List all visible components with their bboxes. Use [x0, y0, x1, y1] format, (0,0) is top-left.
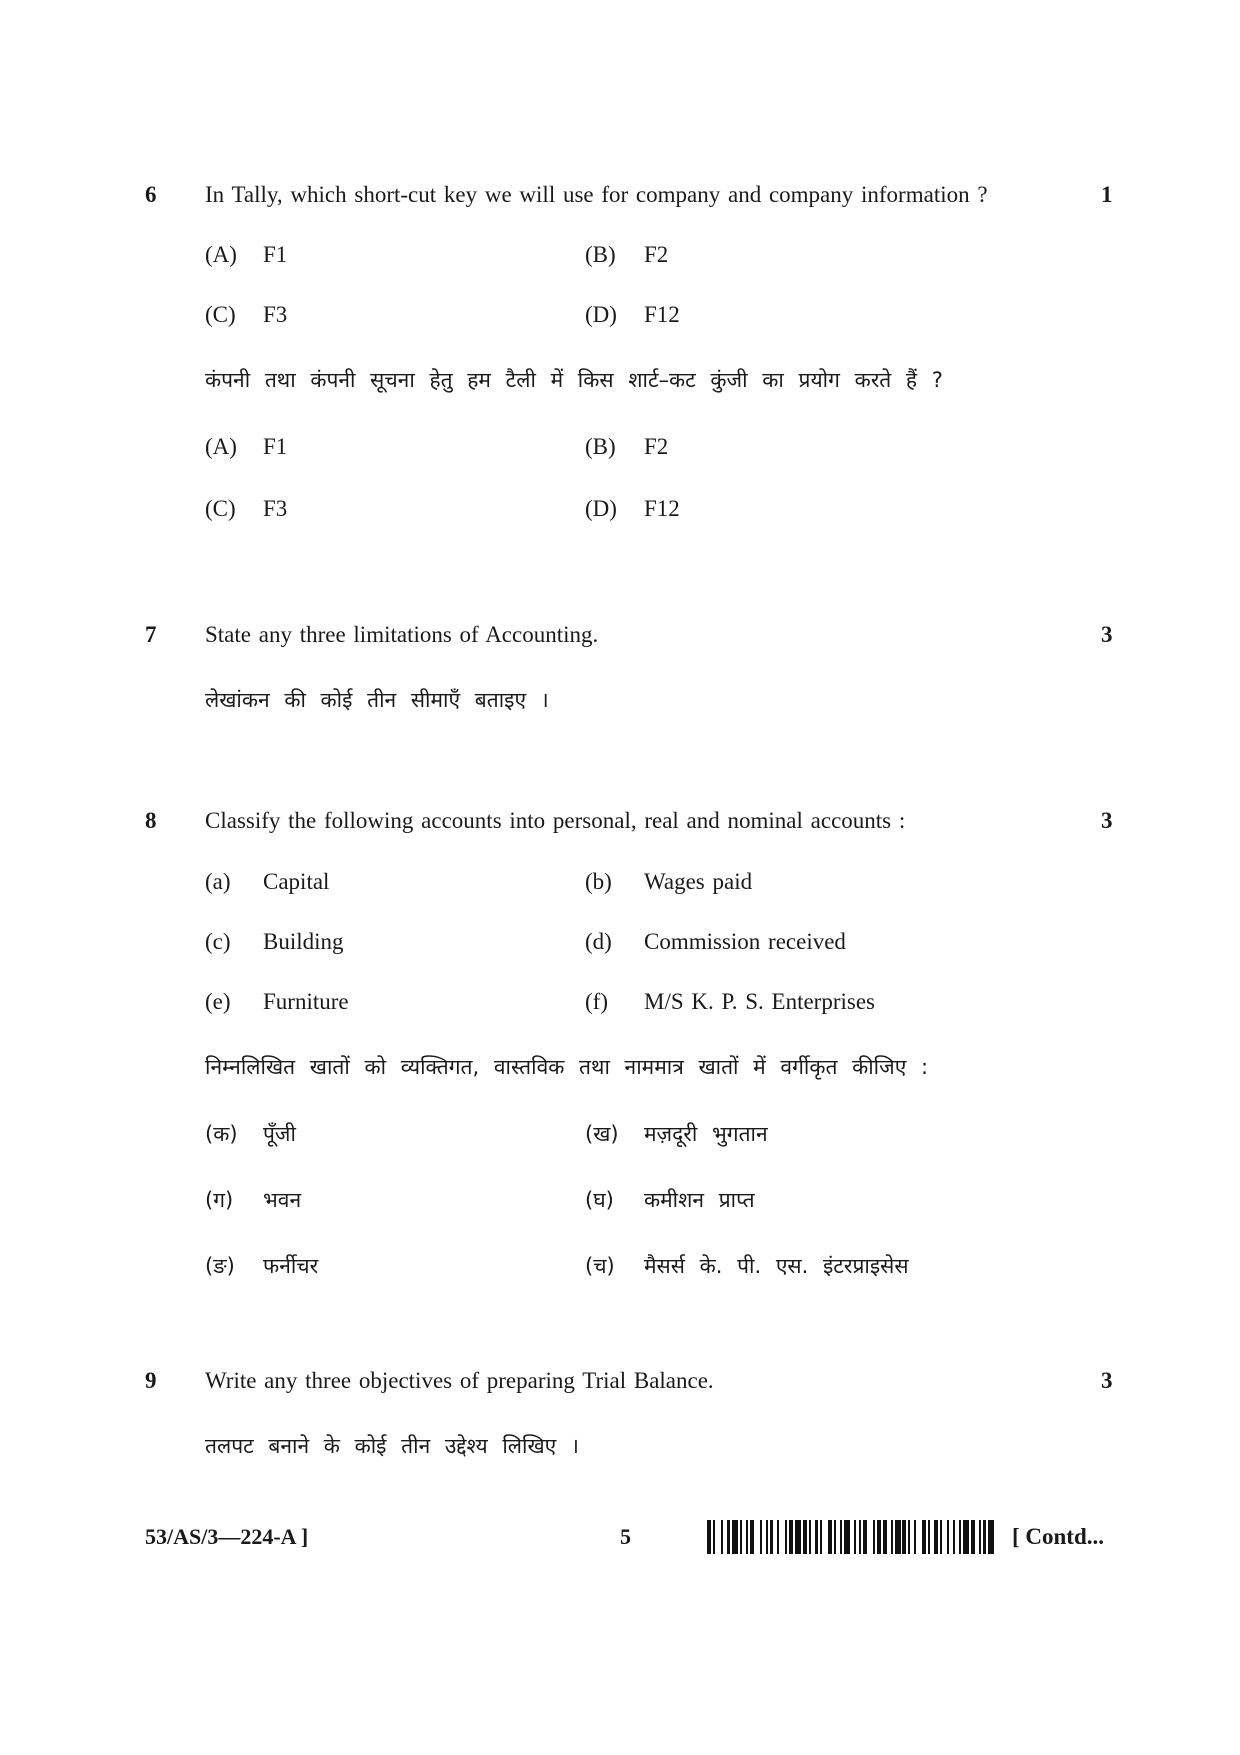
question-8-number: 8: [145, 808, 157, 833]
question-7-text-en: State any three limitations of Accounting.: [205, 622, 599, 647]
q6-option-b-label: (B): [585, 242, 616, 267]
q8-hi-item-c-label: (ग): [205, 1188, 234, 1212]
q8-hi-item-d-label: (घ): [585, 1188, 614, 1212]
q6-hi-option-b-text: F2: [644, 434, 669, 459]
q8-hi-item-b-label: (ख): [585, 1122, 619, 1146]
q6-option-c-label: (C): [205, 302, 236, 327]
q6-hi-option-a-text: F1: [263, 434, 288, 459]
q6-hi-option-c-label: (C): [205, 496, 236, 521]
q6-hi-option-b-label: (B): [585, 434, 616, 459]
question-9-text-en: Write any three objectives of preparing Trial Balance.: [205, 1368, 714, 1393]
question-9-text-hi: तलपट बनाने के कोई तीन उद्देश्य लिखिए ।: [205, 1434, 579, 1458]
q8-hi-item-a-label: (क): [205, 1122, 238, 1146]
q6-hi-option-d-text: F12: [644, 496, 680, 521]
q8-item-a-label: (a): [205, 869, 231, 894]
question-7-marks: 3: [1101, 622, 1113, 647]
q8-item-d-label: (d): [585, 929, 612, 954]
q6-option-a-label: (A): [205, 242, 237, 267]
paper-code: 53/AS/3—224-A ]: [145, 1524, 309, 1549]
q8-hi-item-f-text: मैसर्स के. पी. एस. इंटरप्राइसेस: [644, 1254, 909, 1278]
q8-item-a-text: Capital: [263, 869, 330, 894]
q8-item-b-text: Wages paid: [644, 869, 753, 894]
q8-item-c-label: (c): [205, 929, 231, 954]
q8-item-f-text: M/S K. P. S. Enterprises: [644, 989, 875, 1014]
q6-option-d-label: (D): [585, 302, 617, 327]
question-9-number: 9: [145, 1368, 157, 1393]
q8-hi-item-c-text: भवन: [263, 1188, 302, 1212]
question-6-text-hi: कंपनी तथा कंपनी सूचना हेतु हम टैली में किस शार्ट–कट कुंजी का प्रयोग करते हैं ?: [205, 368, 943, 392]
question-8-marks: 3: [1101, 808, 1113, 833]
q8-hi-item-e-text: फर्नीचर: [263, 1254, 319, 1278]
q8-item-e-text: Furniture: [263, 989, 349, 1014]
q8-item-c-text: Building: [263, 929, 344, 954]
q8-item-e-label: (e): [205, 989, 231, 1014]
q6-hi-option-d-label: (D): [585, 496, 617, 521]
q8-hi-item-a-text: पूँजी: [263, 1122, 296, 1146]
question-6-marks: 1: [1101, 182, 1113, 207]
q6-option-d-text: F12: [644, 302, 680, 327]
question-7-number: 7: [145, 622, 157, 647]
question-8-text-en: Classify the following accounts into personal, real and nominal accounts :: [205, 808, 906, 833]
q6-hi-option-c-text: F3: [263, 496, 288, 521]
q6-hi-option-a-label: (A): [205, 434, 237, 459]
question-6-number: 6: [145, 182, 157, 207]
q8-item-f-label: (f): [585, 989, 608, 1014]
q8-hi-item-f-label: (च): [585, 1254, 615, 1278]
q8-hi-item-b-text: मज़दूरी भुगतान: [644, 1122, 768, 1146]
q6-option-b-text: F2: [644, 242, 669, 267]
q8-item-d-text: Commission received: [644, 929, 846, 954]
q8-hi-item-e-label: (ङ): [205, 1254, 235, 1278]
q6-option-a-text: F1: [263, 242, 288, 267]
continued-label: [ Contd...: [1012, 1524, 1105, 1549]
q8-hi-item-d-text: कमीशन प्राप्त: [644, 1188, 755, 1212]
question-6-text-en: In Tally, which short-cut key we will use for company and company information ?: [205, 182, 988, 207]
question-7-text-hi: लेखांकन की कोई तीन सीमाएँ बताइए ।: [205, 688, 549, 712]
question-8-text-hi: निम्नलिखित खातों को व्यक्तिगत, वास्तविक तथा नाममात्र खातों में वर्गीकृत कीजिए :: [205, 1055, 929, 1079]
q8-item-b-label: (b): [585, 869, 612, 894]
page-number: 5: [620, 1524, 631, 1549]
barcode-image: [707, 1520, 997, 1554]
question-9-marks: 3: [1101, 1368, 1113, 1393]
q6-option-c-text: F3: [263, 302, 288, 327]
